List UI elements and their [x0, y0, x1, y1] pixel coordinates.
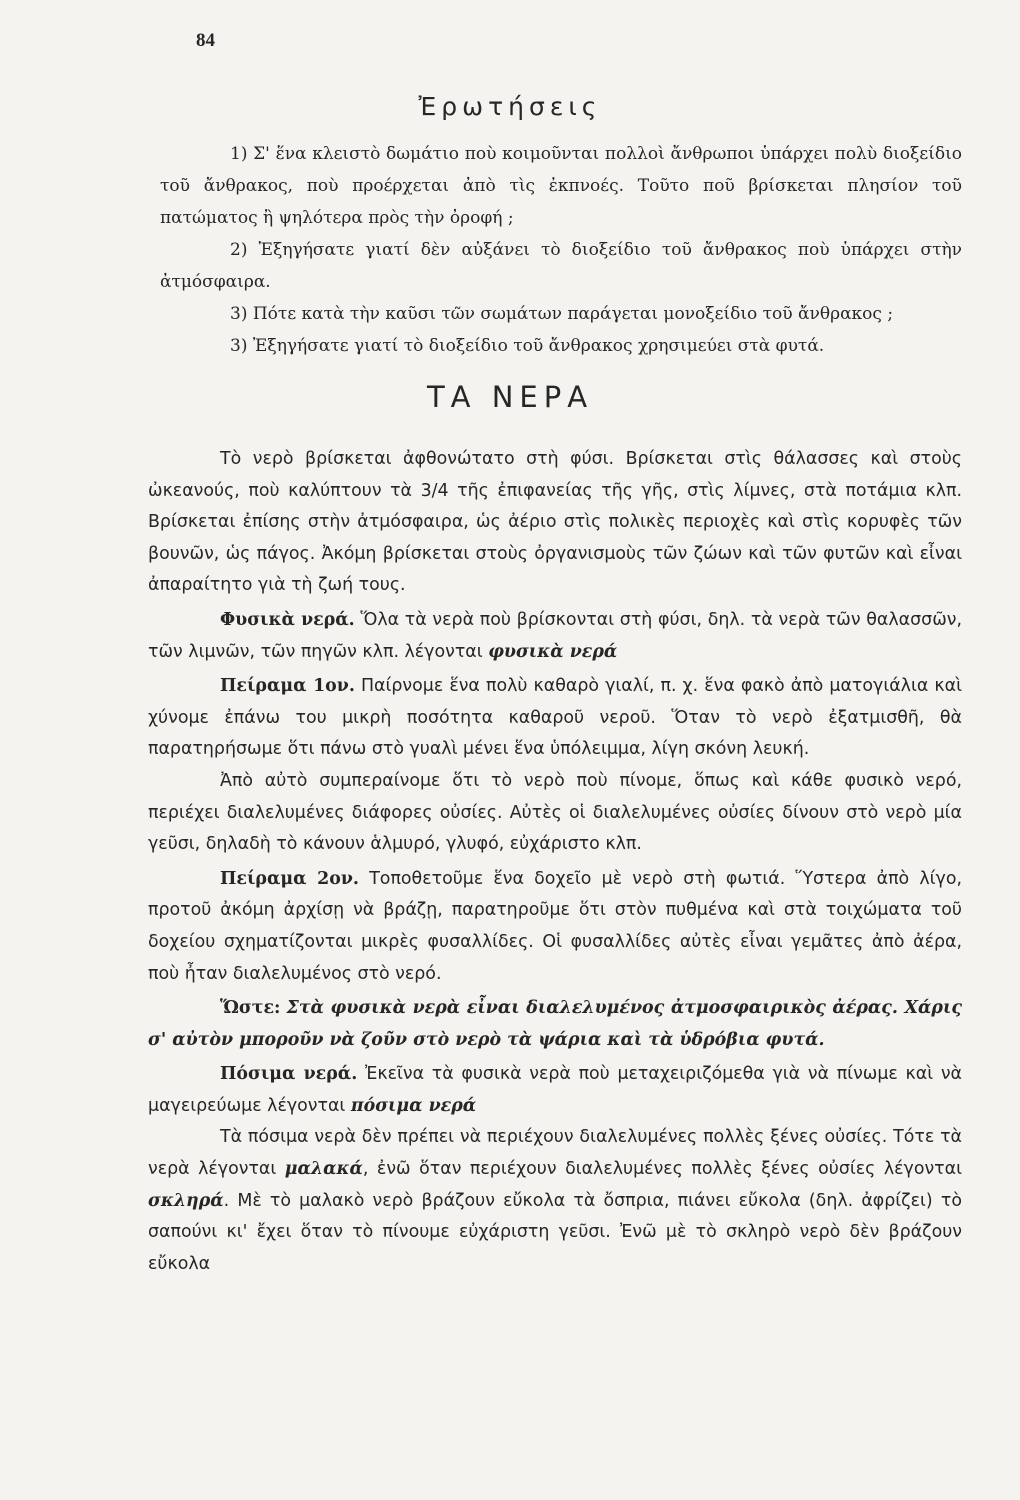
term-emphasis: μαλακά — [284, 1159, 363, 1180]
question-item: 2) Ἐξηγήσατε γιατί δὲν αὐξάνει τὸ διοξείδιο τοῦ ἄνθρακος ποὺ ὑπάρχει στὴν ἀτμόσφαιρα. — [160, 240, 962, 292]
paragraph — [148, 993, 962, 1056]
question-item: 1) Σ' ἕνα κλειστὸ δωμάτιο ποὺ κοιμοῦνται πολλοὶ ἄνθρωποι ὑπάρχει πολὺ διοξείδιο τοῦ ἄνθρακος, ποὺ προέρχεται ἀπὸ τὶς ἐκπνοές. Τοῦτο ποῦ βρίσκεται πλησίον τοῦ πατώματος ἢ ψηλότερα πρὸς τὴν ὀροφή ; — [160, 144, 962, 228]
term-emphasis: σκληρά — [148, 1190, 224, 1211]
paragraph: Φυσικὰ νερά. Ὅλα τὰ νερὰ ποὺ βρίσκονται στὴ φύσι, δηλ. τὰ νερὰ τῶν θαλασσῶν, τῶν λιμνῶν, τῶν πηγῶν κλπ. λέγονται φυσικὰ νερά — [148, 609, 962, 662]
questions-heading: Ἐρωτήσεις — [418, 92, 602, 121]
section-body — [148, 444, 962, 1280]
paragraph: Ἀπὸ αὐτὸ συμπεραίνομε ὅτι τὸ νερὸ ποὺ πίνομε, ὅπως καὶ κάθε φυσικὸ νερό, περιέχει διαλελυμένες διάφορες οὐσίες. Αὐτὲς οἱ διαλελυμένες οὐσίες δίνουν στὸ νερὸ μία γεῦσι, δηλαδὴ τὸ κάνουν ἁλμυρό, γλυφό, εὐχάριστο κλπ. — [148, 770, 962, 855]
paragraph: Πείραμα 2ον. Τοποθετοῦμε ἕνα δοχεῖο μὲ νερὸ στὴ φωτιά. Ὕστερα ἀπὸ λίγο, προτοῦ ἀκόμη ἀρχίσῃ νὰ βράζῃ, παρατηροῦμε ὅτι στὸν πυθμένα καὶ στὰ τοιχώματα τοῦ δοχείου σχηματίζονται μικρὲς φυσαλλίδες. Οἱ φυσαλλίδες αὐτὲς εἶναι γεμᾶτες ἀπὸ ἀέρα, ποὺ ἦταν διαλελυμένος στὸ νερό. — [148, 868, 962, 984]
page-number: 84 — [196, 30, 215, 51]
question-item: 3) Ἐξηγήσατε γιατί τὸ διοξείδιο τοῦ ἄνθρακος χρησιμεύει στὰ φυτά. — [230, 336, 825, 356]
paragraph-lead: Πείραμα 2ον. — [220, 868, 359, 889]
paragraph: Πείραμα 1ον. Παίρνομε ἕνα πολὺ καθαρὸ γιαλί, π. χ. ἕνα φακὸ ἀπὸ ματογιάλια καὶ χύνομε ἐπάνω του μικρὴ ποσότητα καθαροῦ νεροῦ. Ὅταν τὸ νερὸ ἐξατμισθῆ, θὰ παρατηρήσωμε ὅτι πάνω στὸ γυαλὶ μένει ἕνα ὑπόλειμμα, λίγη σκόνη λευκή. — [148, 676, 962, 760]
questions-list — [160, 138, 962, 362]
paragraph-lead: Φυσικὰ νερά. — [220, 609, 355, 630]
term-emphasis: πόσιμα νερά — [350, 1095, 477, 1116]
term-emphasis: φυσικὰ νερά — [488, 641, 618, 662]
paragraph-lead: Πείραμα 1ον. — [220, 676, 355, 697]
paragraph-lead: Ὥστε: — [220, 998, 281, 1019]
paragraph-lead: Πόσιμα νερά. — [220, 1064, 358, 1085]
paragraph: Τὰ πόσιμα νερὰ δὲν πρέπει νὰ περιέχουν διαλελυμένες πολλὲς ξένες οὐσίες. Τότε τὰ νερὰ λέγονται μαλακά, ἐνῶ ὅταν περιέχουν διαλελυμένες πολλὲς ξένες οὐσίες λέγονται σκληρά. Μὲ τὸ μαλακὸ νερὸ βράζουν εὔκολα τὰ ὄσπρια, πιάνει εὔκολα (δηλ. ἀφρίζει) τὸ σαπούνι κι' ἔχει ὅταν τὸ πίνουμε εὐχάριστη γεῦσι. Ἐνῶ μὲ τὸ σκληρὸ νερὸ δὲν βράζουν εὔκολα — [148, 1127, 962, 1274]
paragraph: Τὸ νερὸ βρίσκεται ἀφθονώτατο στὴ φύσι. Βρίσκεται στὶς θάλασσες καὶ στοὺς ὠκεανούς, ποὺ καλύπτουν τὰ 3/4 τῆς ἐπιφανείας τῆς γῆς, στὶς λίμνες, στὰ ποτάμια κλπ. Βρίσκεται ἐπίσης στὴν ἀτμόσφαιρα, ὡς ἀέριο στὶς πολικὲς περιοχὲς καὶ στὶς κορυφὲς τῶν βουνῶν, ὡς πάγος. Ἀκόμη βρίσκεται στοὺς ὀργανισμοὺς τῶν ζώων καὶ τῶν φυτῶν καὶ εἶναι ἀπαραίτητο γιὰ τὴ ζωή τους. — [148, 449, 962, 596]
section-title: ΤΑ ΝΕΡΑ — [426, 380, 594, 414]
conclusion-text: Στὰ φυσικὰ νερὰ εἶναι διαλελυμένος ἀτμοσφαιρικὸς ἀέρας. Χάρις σ' αὐτὸν μποροῦν νὰ ζοῦν στὸ νερὸ τὰ ψάρια καὶ τὰ ὑδρόβια φυτά. — [148, 998, 962, 1050]
paragraph: Πόσιμα νερά. Ἐκεῖνα τὰ φυσικὰ νερὰ ποὺ μεταχειριζόμεθα γιὰ νὰ πίνωμε καὶ νὰ μαγειρεύωμε λέγονται πόσιμα νερά — [148, 1064, 962, 1116]
question-item: 3) Πότε κατὰ τὴν καῦσι τῶν σωμάτων παράγεται μονοξείδιο τοῦ ἄνθρακος ; — [230, 304, 894, 324]
